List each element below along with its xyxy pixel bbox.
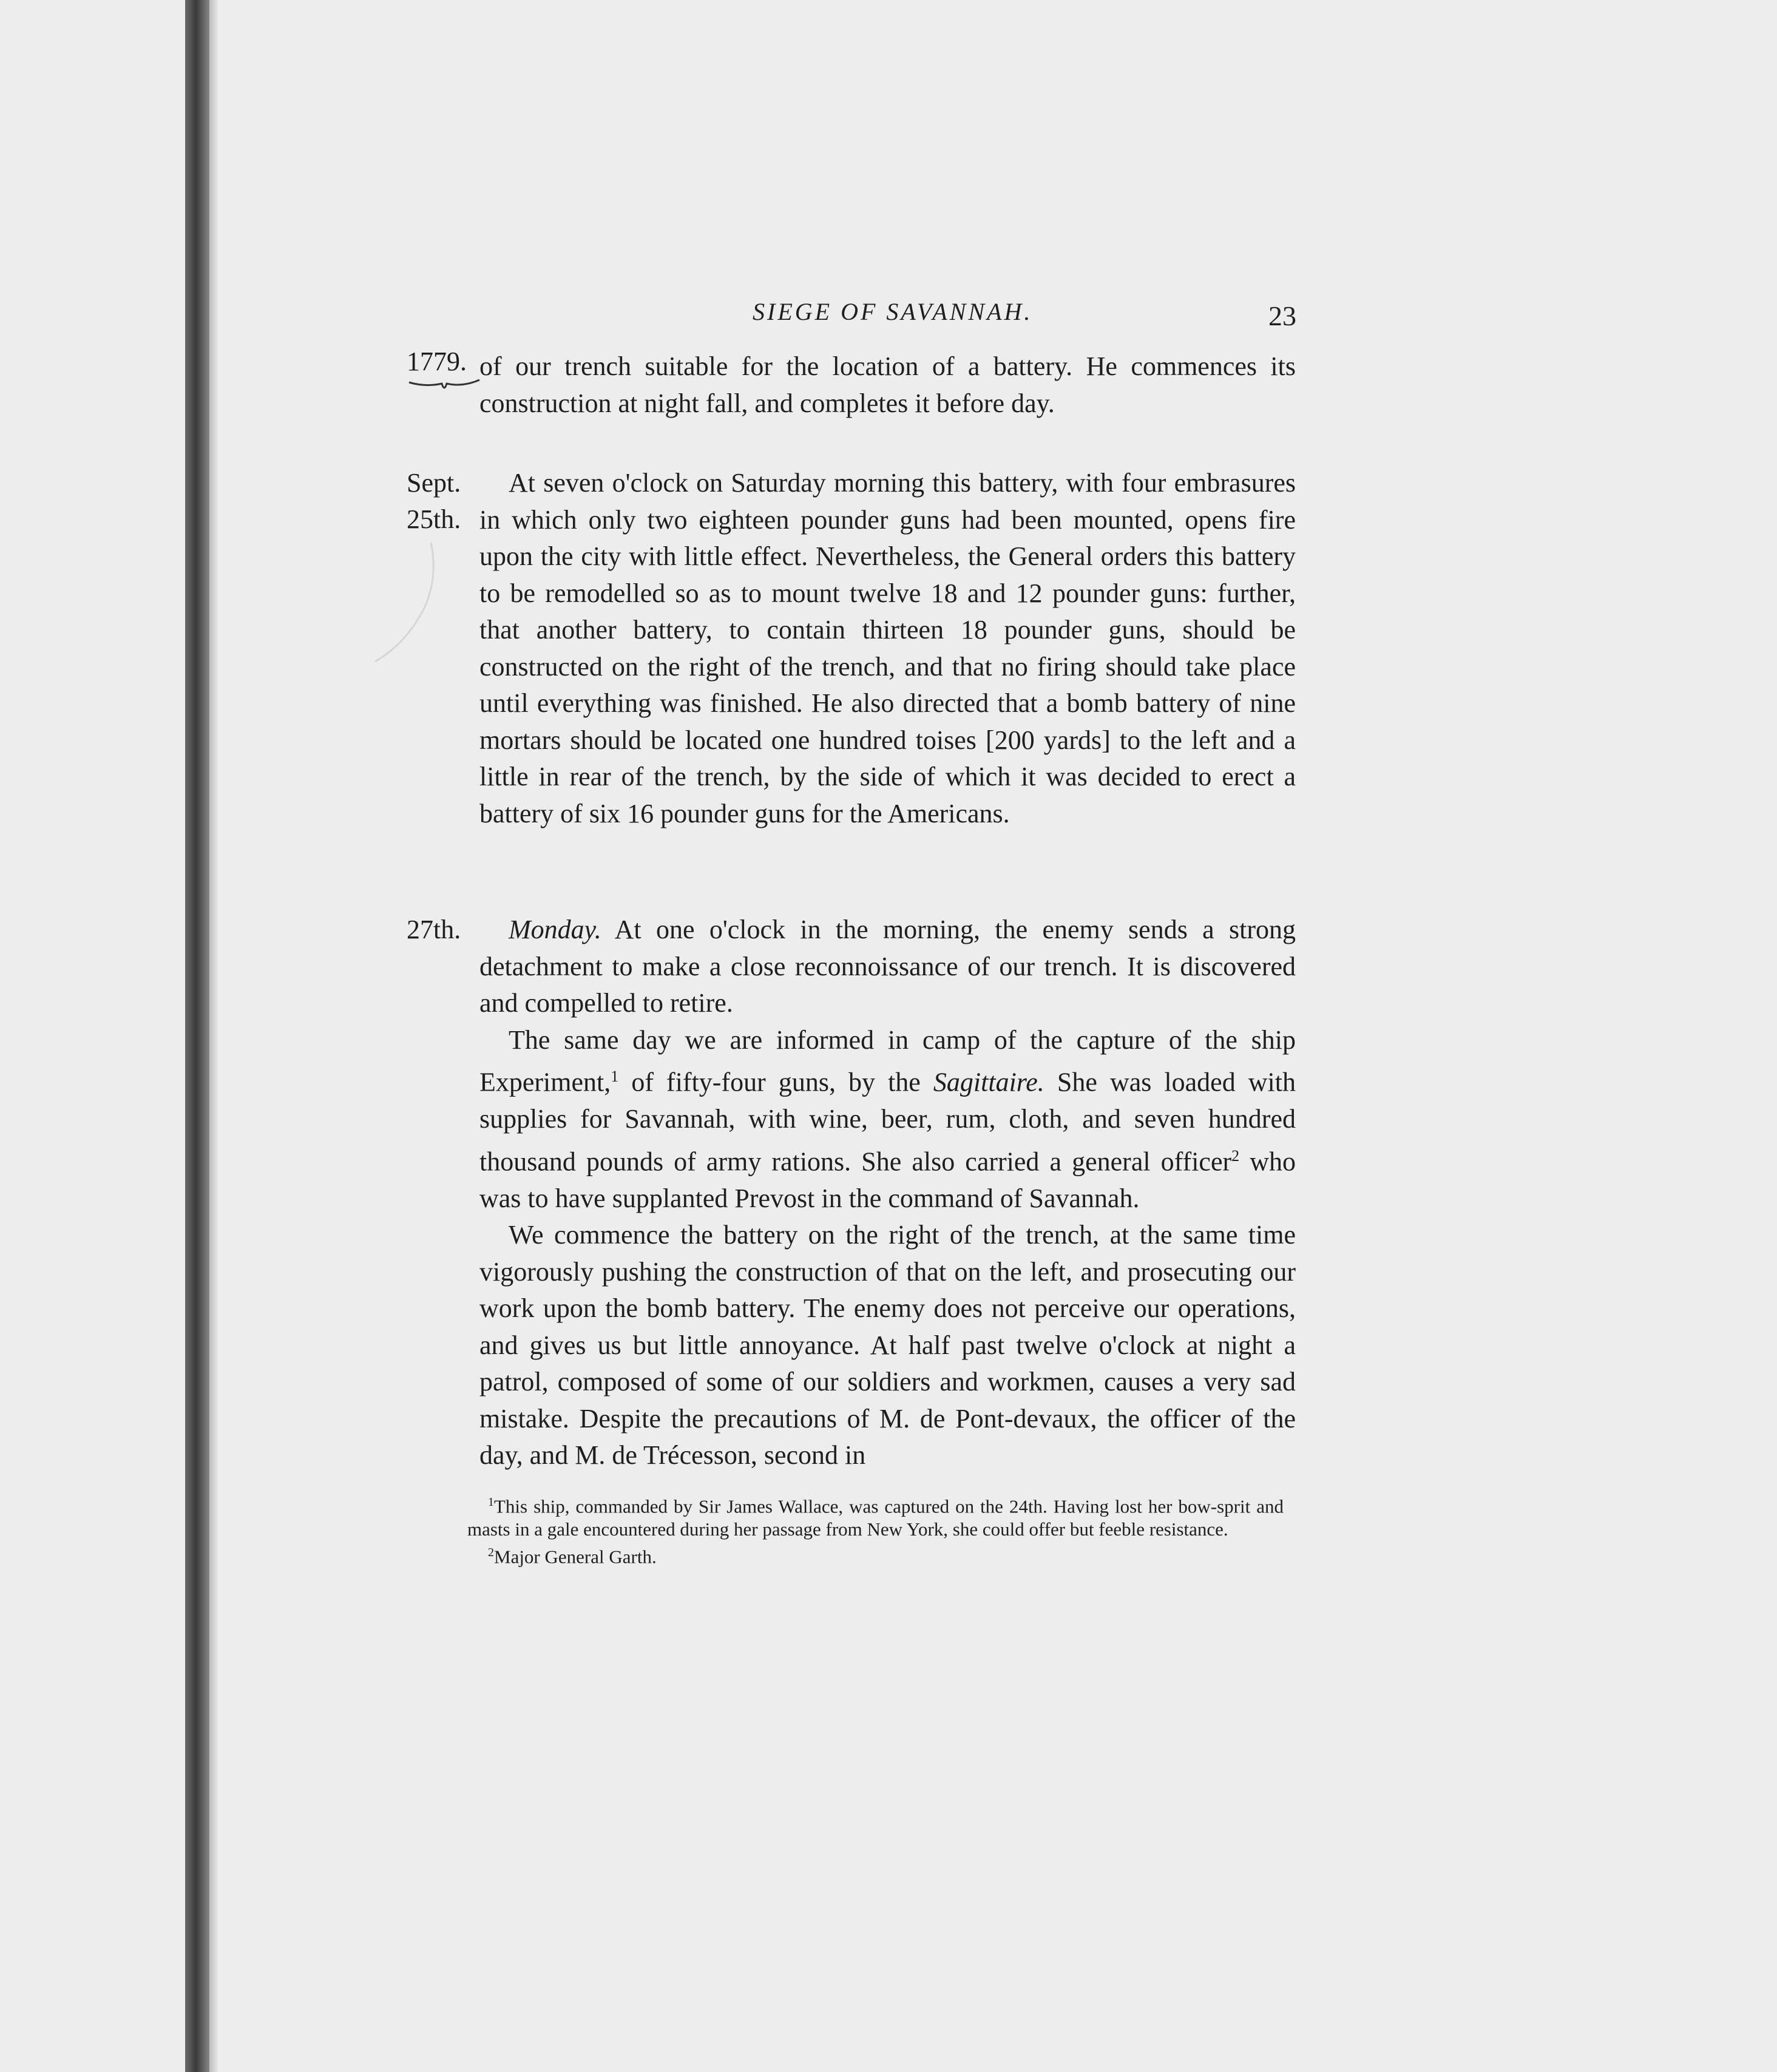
footnote-mark: 2 xyxy=(488,1546,494,1560)
margin-date-sept-25 xyxy=(407,465,473,538)
paragraph-text: of fifty-four guns, by the xyxy=(631,1067,921,1097)
margin-date-line: Sept. xyxy=(407,468,461,498)
margin-date-line: 25th. xyxy=(407,504,461,534)
italic-day: Monday. xyxy=(509,915,601,944)
footnote-text: Major General Garth. xyxy=(494,1546,657,1568)
paragraph: At seven o'clock on Saturday morning this battery, with four embrasures in which only two eighteen pounder guns had been mounted, opens fire upon the city with little effect. Nevertheless, the General orders this battery to be remodelled so as to mount twelve 18 and 12 pounder guns: further, that another battery, to contain thirteen 18 pounder guns, should be constructed on the right of the trench, and that no firing should take place until everything was finished. He also directed that a bomb battery of nine mortars should be located one hundred toises [200 yards] to the left and a little in rear of the trench, by the side of which it was decided to erect a battery of six 16 pounder guns for the Americans. xyxy=(479,468,1296,828)
entry-sept-25-text xyxy=(479,465,1296,832)
margin-year xyxy=(407,344,473,380)
page-number: 23 xyxy=(1268,300,1296,331)
entry-1779-text xyxy=(479,348,1296,422)
year-brace-icon xyxy=(408,377,481,396)
paragraph-text: At one o'clock in the morning, the enemy sends a strong detachment to make a close reconnoissance of our trench. It is discovered and compelled to retire. xyxy=(479,915,1296,1018)
date-brace-icon xyxy=(370,540,443,668)
entry-27th-text xyxy=(479,912,1296,1474)
paragraph-text: who was to have supplanted Prevost in the command of Savannah. xyxy=(479,1146,1296,1213)
paragraph xyxy=(479,1022,1296,1217)
paragraph xyxy=(479,912,1296,1022)
paragraph: We commence the battery on the right of the trench, at the same time vigorously pushing the construction of that on the left, and prosecuting our work upon the bomb battery. The enemy does not perceive our operations, and gives us but little annoyance. At half past twelve o'clock at night a patrol, composed of some of our soldiers and workmen, causes a very sad mistake. Despite the precautions of M. de Pont-devaux, the officer of the day, and M. de Trécesson, second in xyxy=(479,1220,1296,1471)
footnotes xyxy=(467,1491,1284,1569)
book-spine-shadow xyxy=(185,0,209,2072)
page-gutter xyxy=(209,0,218,2072)
footnote xyxy=(467,1491,1284,1541)
footnote-text: This ship, commanded by Sir James Wallace, was captured on the 24th. Having lost her bow-sprit and masts in a gale encountered during her passage from New York, she could offer but feeble resistance. xyxy=(467,1495,1284,1540)
paragraph-text: She was loaded with supplies for Savannah, with wine, beer, rum, cloth, and seven hundred thousand pounds of army rations. She also carried a general officer xyxy=(479,1067,1296,1177)
paragraph-text: The same day we are informed in camp of the capture of the ship Experiment, xyxy=(479,1024,1296,1097)
margin-date-line: 27th. xyxy=(407,915,461,944)
paragraph: of our trench suitable for the location of a battery. He commences its construction at night fall, and completes it before day. xyxy=(479,351,1296,418)
running-title: SIEGE OF SAVANNAH. xyxy=(753,298,1033,325)
italic-ship-name: Sagittaire. xyxy=(933,1067,1044,1097)
footnote-mark: 1 xyxy=(488,1495,494,1509)
footnote-ref: 2 xyxy=(1231,1146,1240,1165)
margin-year-label: 1779. xyxy=(407,347,467,376)
footnote-ref: 1 xyxy=(611,1068,619,1085)
footnote xyxy=(467,1541,1284,1568)
margin-date-27th xyxy=(407,912,473,948)
